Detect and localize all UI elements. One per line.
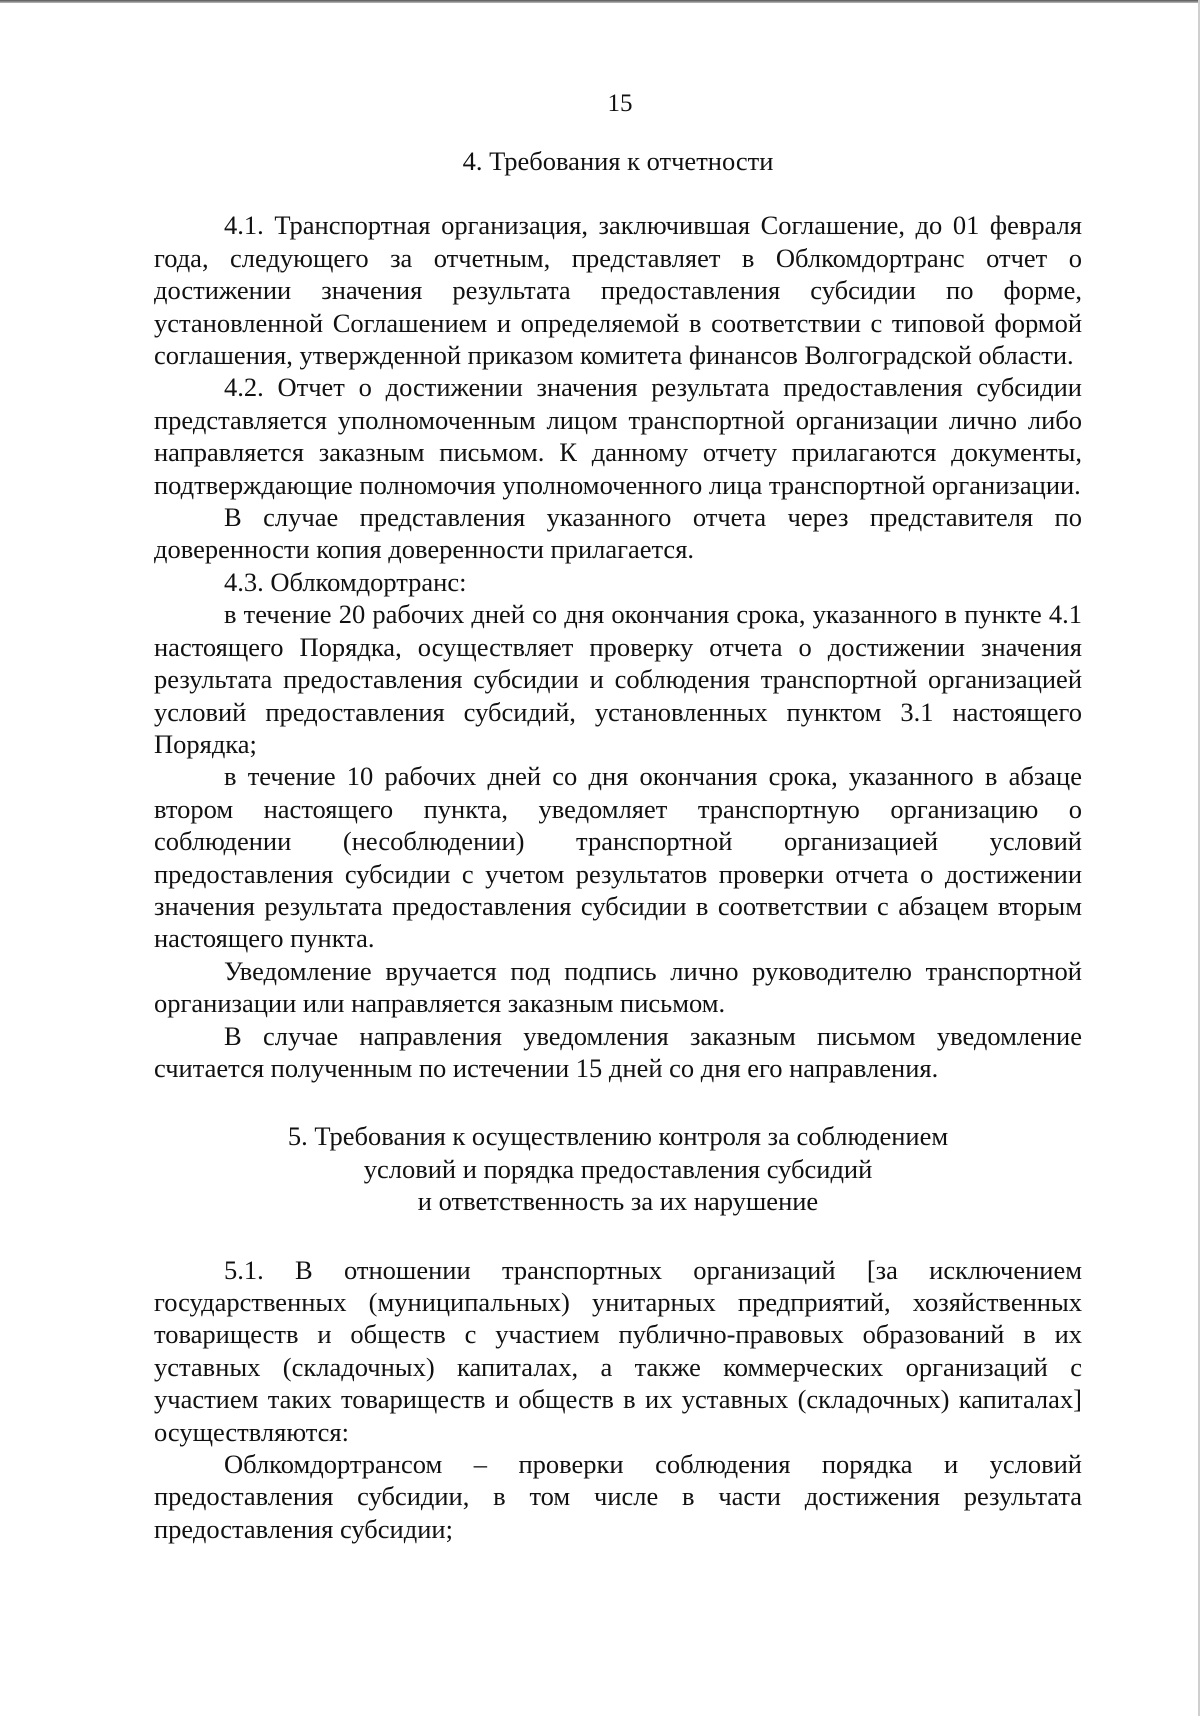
paragraph-notice-mail: В случае направления уведомления заказным письмом уведомление считается полученным по истечении 15 дней со дня его направления.	[154, 1020, 1082, 1083]
paragraph-4-2: 4.2. Отчет о достижении значения результата предоставления субсидии представляется уполномоченным лицом транспортной организации лично либо направляется заказным письмом. К данному отчету прилагаются документы, подтверждающие полномочия уполномоченного лица транспортной организации.	[154, 372, 1082, 500]
section-4-title: 4. Требования к отчетности	[462, 146, 774, 176]
document-body	[154, 145, 1082, 1545]
page-number: 15	[607, 90, 633, 117]
paragraph-4-1: 4.1. Транспортная организация, заключившая Соглашение, до 01 февраля года, следующего за отчетным, представляет в Облкомдортранс отчет о достижении значения результата предоставления субсидии по форме, установленной Соглашением и определяемой в соответствии с типовой формой соглашения, утвержденной приказом комитета финансов Волгоградской области.	[154, 210, 1082, 371]
paragraph-notice: Уведомление вручается под подпись лично руководителю транспортной организации или направляется заказным письмом.	[154, 955, 1082, 1019]
spacer	[154, 177, 1082, 209]
section-5-title-line: условий и порядка предоставления субсидий	[363, 1153, 873, 1184]
spacer	[154, 1084, 1082, 1120]
scan-edge-top	[0, 0, 1200, 3]
section-5-title-line: 5. Требования к осуществлению контроля за соблюдением	[287, 1121, 949, 1152]
paragraph-4-3-b: в течение 10 рабочих дней со дня окончания срока, указанного в абзаце втором настоящего пункта, уведомляет транспортную организацию о соблюдении (несоблюдении) транспортной организацией условий предоставления субсидии с учетом результатов проверки отчета о достижении значения результата предоставления субсидии в соответствии с абзацем вторым настоящего пункта.	[154, 761, 1082, 954]
paragraph-5-1: 5.1. В отношении транспортных организаций [за исключением государственных (муниципальных) унитарных предприятий, хозяйственных товариществ и обществ с участием публично-правовых образований в их уставных (складочных) капиталах, а также коммерческих организаций с участием таких товариществ и обществ в их уставных (складочных) капиталах] осуществляются:	[154, 1254, 1082, 1447]
paragraph-4-3: 4.3. Облкомдортранс:	[224, 566, 467, 597]
section-5-title	[154, 1120, 1082, 1217]
paragraph-4-3-a: в течение 20 рабочих дней со дня окончания срока, указанного в пункте 4.1 настоящего Порядка, осуществляет проверку отчета о достижении значения результата предоставления субсидии и соблюдения транспортной организацией условий предоставления субсидий, установленных пунктом 3.1 настоящего Порядка;	[154, 599, 1082, 759]
section-5-title-line: и ответственность за их нарушение	[417, 1186, 819, 1217]
paragraph-representative: В случае представления указанного отчета через представителя по доверенности копия доверенности прилагается.	[154, 502, 1082, 565]
paragraph-5-1-a: Облкомдортрансом – проверки соблюдения порядка и условий предоставления субсидии, в том числе в части достижения результата предоставления субсидии;	[154, 1449, 1082, 1544]
spacer	[154, 1218, 1082, 1254]
